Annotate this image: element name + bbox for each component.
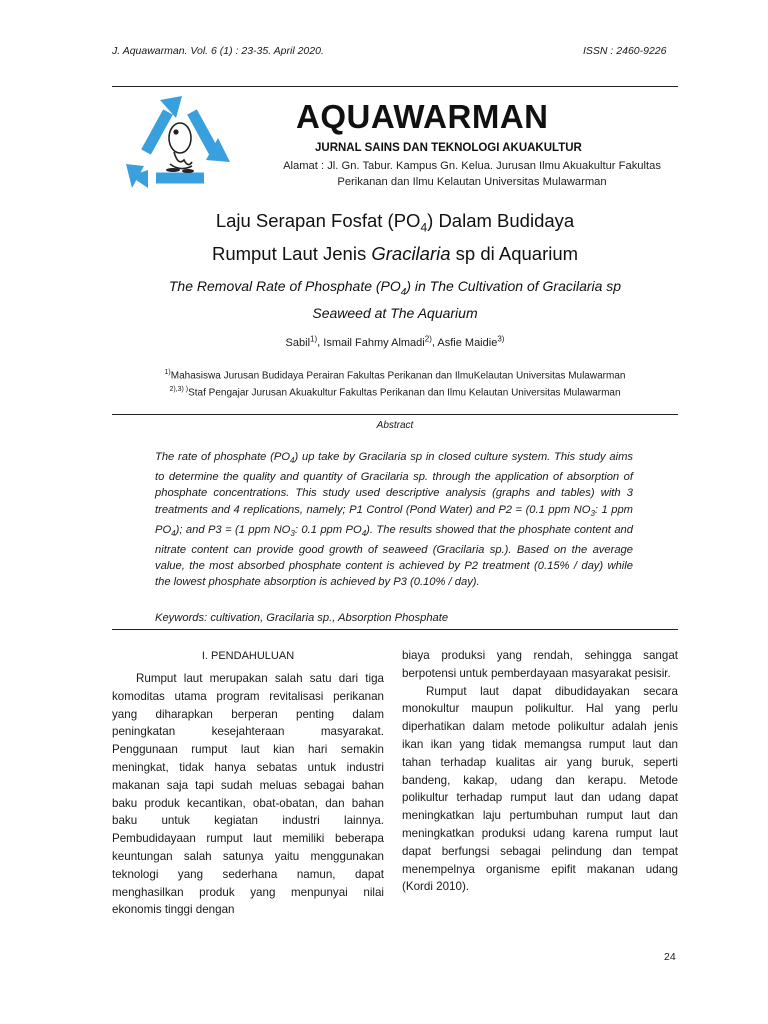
author: Ismail Fahmy Almadi$^{2)}$ (323, 334, 432, 349)
title-text: Rumput Laut Jenis (211, 242, 372, 264)
subtitle-subscript: 4 (400, 286, 407, 298)
journal-address (272, 158, 672, 190)
keywords (155, 612, 448, 624)
header-rule (112, 86, 678, 87)
journal-subtitle: JURNAL SAINS DAN TEKNOLOGI AKUAKULTUR (315, 142, 582, 154)
recycle-fish-icon (118, 92, 242, 200)
paragraph: Rumput laut merupakan salah satu dari tiga komoditas utama program revitalisasi perikanan yang diharapkan berperan penting dalam peningkatan kesejahteraan masyarakat. Penggunaan rumput laut kian hari semakin meningkat, tidak hanya sebatas untuk industri makanan saja tapi sudah meluas sebagai bahan baku produk kecantikan, obat-obatan, dan bahan baku untuk kegiatan industri lainnya. Pembudidayaan rumput laut memiliki beberapa keuntungan salah satunya yaitu menggunakan teknologi yang sederhana namun, dapat menghasilkan produk yang menpunyai nilai ekonomis tinggi dengan (112, 672, 384, 917)
journal-name: AQUAWARMAN (296, 98, 549, 135)
body-column-right (402, 647, 678, 896)
title-species: Gracilaria (371, 242, 451, 264)
keywords-value: cultivation, Gracilaria sp., Absorption Phosphate (207, 612, 449, 624)
subtitle-text: Seaweed at The Aquarium (312, 304, 478, 321)
subtitle-text: The Removal Rate of Phosphate (PO (168, 278, 401, 294)
address-line: Perikanan dan Ilmu Kelautan Universitas Mulawarman (337, 176, 607, 188)
title-text: Laju Serapan Fosfat (PO (215, 210, 421, 231)
author-list: Sabil$^{1)}$, Ismail Fahmy Almadi$^{2)}$, Asfie Maidie$^{3)}$ (285, 334, 505, 349)
abstract-label: Abstract (376, 420, 414, 431)
issn: ISSN : 2460-9226 (583, 45, 667, 57)
subtitle-text: ) in The Cultivation of Gracilaria sp (406, 278, 622, 294)
paragraph: biaya produksi yang rendah, sehingga sangat berpotensi untuk pemberdayaan masyarakat pesisir. (402, 649, 678, 680)
abstract-top-rule (112, 414, 678, 415)
affiliation: $^{1)}$Mahasiswa Jurusan Budidaya Perairan Fakultas Perikanan dan IlmuKelautan Universitas Mulawarman (164, 369, 626, 382)
section-heading: I. PENDAHULUAN (201, 650, 295, 662)
abstract-bottom-rule (112, 629, 678, 630)
paper-subtitle (112, 276, 678, 324)
abstract-text: The rate of phosphate $(PO_4)$ up take by Gracilaria sp in closed culture system. This study aims to determine the quality and quantity of Gracilaria sp. through the application of absorption of phosphate concentrations. This study used descriptive analysis (graphs and tables) with 3 treatments and 4 replications, namely; P1 Control (Pond Water) and P2 = (0.1 ppm $NO_3$: 1 ppm $PO_4$); and P3 = (1 ppm $NO_3$: 0.1 ppm $PO_4$). The results showed that the phosphate content and nitrate content can provide good growth of seaweed (Gracilaria sp.). Based on the average value, the most absorbed phosphate content is achieved by P2 treatment (0.15% / day) while the lowest phosphate absorption is achieved by P3 (0.10% / day). (155, 451, 634, 589)
author: Sabil$^{1)}$ (285, 334, 318, 349)
title-text: ) Dalam Budidaya (427, 210, 575, 231)
journal-citation: J. Aquawarman. Vol. 6 (1) : 23-35. April 2020. (112, 45, 324, 57)
paragraph: Rumput laut dapat dibudidayakan secara monokultur maupun polikultur. Hal yang perlu diperhatikan dalam metode polikultur adalah jenis ikan ikan yang tidak memangsa rumput laut dan tahan terhadap kualitas air yang buruk, seperti bandeng, kakap, udang dan kerapu. Metode polikultur terhadap rumput laut dan udang dapat meningkatkan laju pertumbuhan rumput laut dan meningkatkan produksi udang karena rumput laut dapat berfungsi sebagai pelindung dan tempat menempelnya organisme epifit makanan udang (Kordi 2010). (402, 684, 678, 894)
paper-title (112, 208, 678, 267)
affiliation: $^{2),3) )}$Staf Pengajar Jurusan Akuakultur Fakultas Perikanan dan Ilmu Kelautan Universitas Mulawarman (169, 386, 621, 399)
keywords-label: Keywords: (155, 612, 208, 624)
title-subscript: 4 (420, 220, 428, 235)
journal-logo (118, 92, 242, 200)
author: Asfie Maidie$^{3)}$ (437, 334, 505, 349)
page-number: 24 (664, 951, 676, 963)
address-line: Alamat : Jl. Gn. Tabur. Kampus Gn. Kelua. Jurusan Ilmu Akuakultur Fakultas (283, 160, 661, 172)
title-text: sp di Aquarium (450, 242, 579, 264)
body-column-left (112, 670, 384, 919)
